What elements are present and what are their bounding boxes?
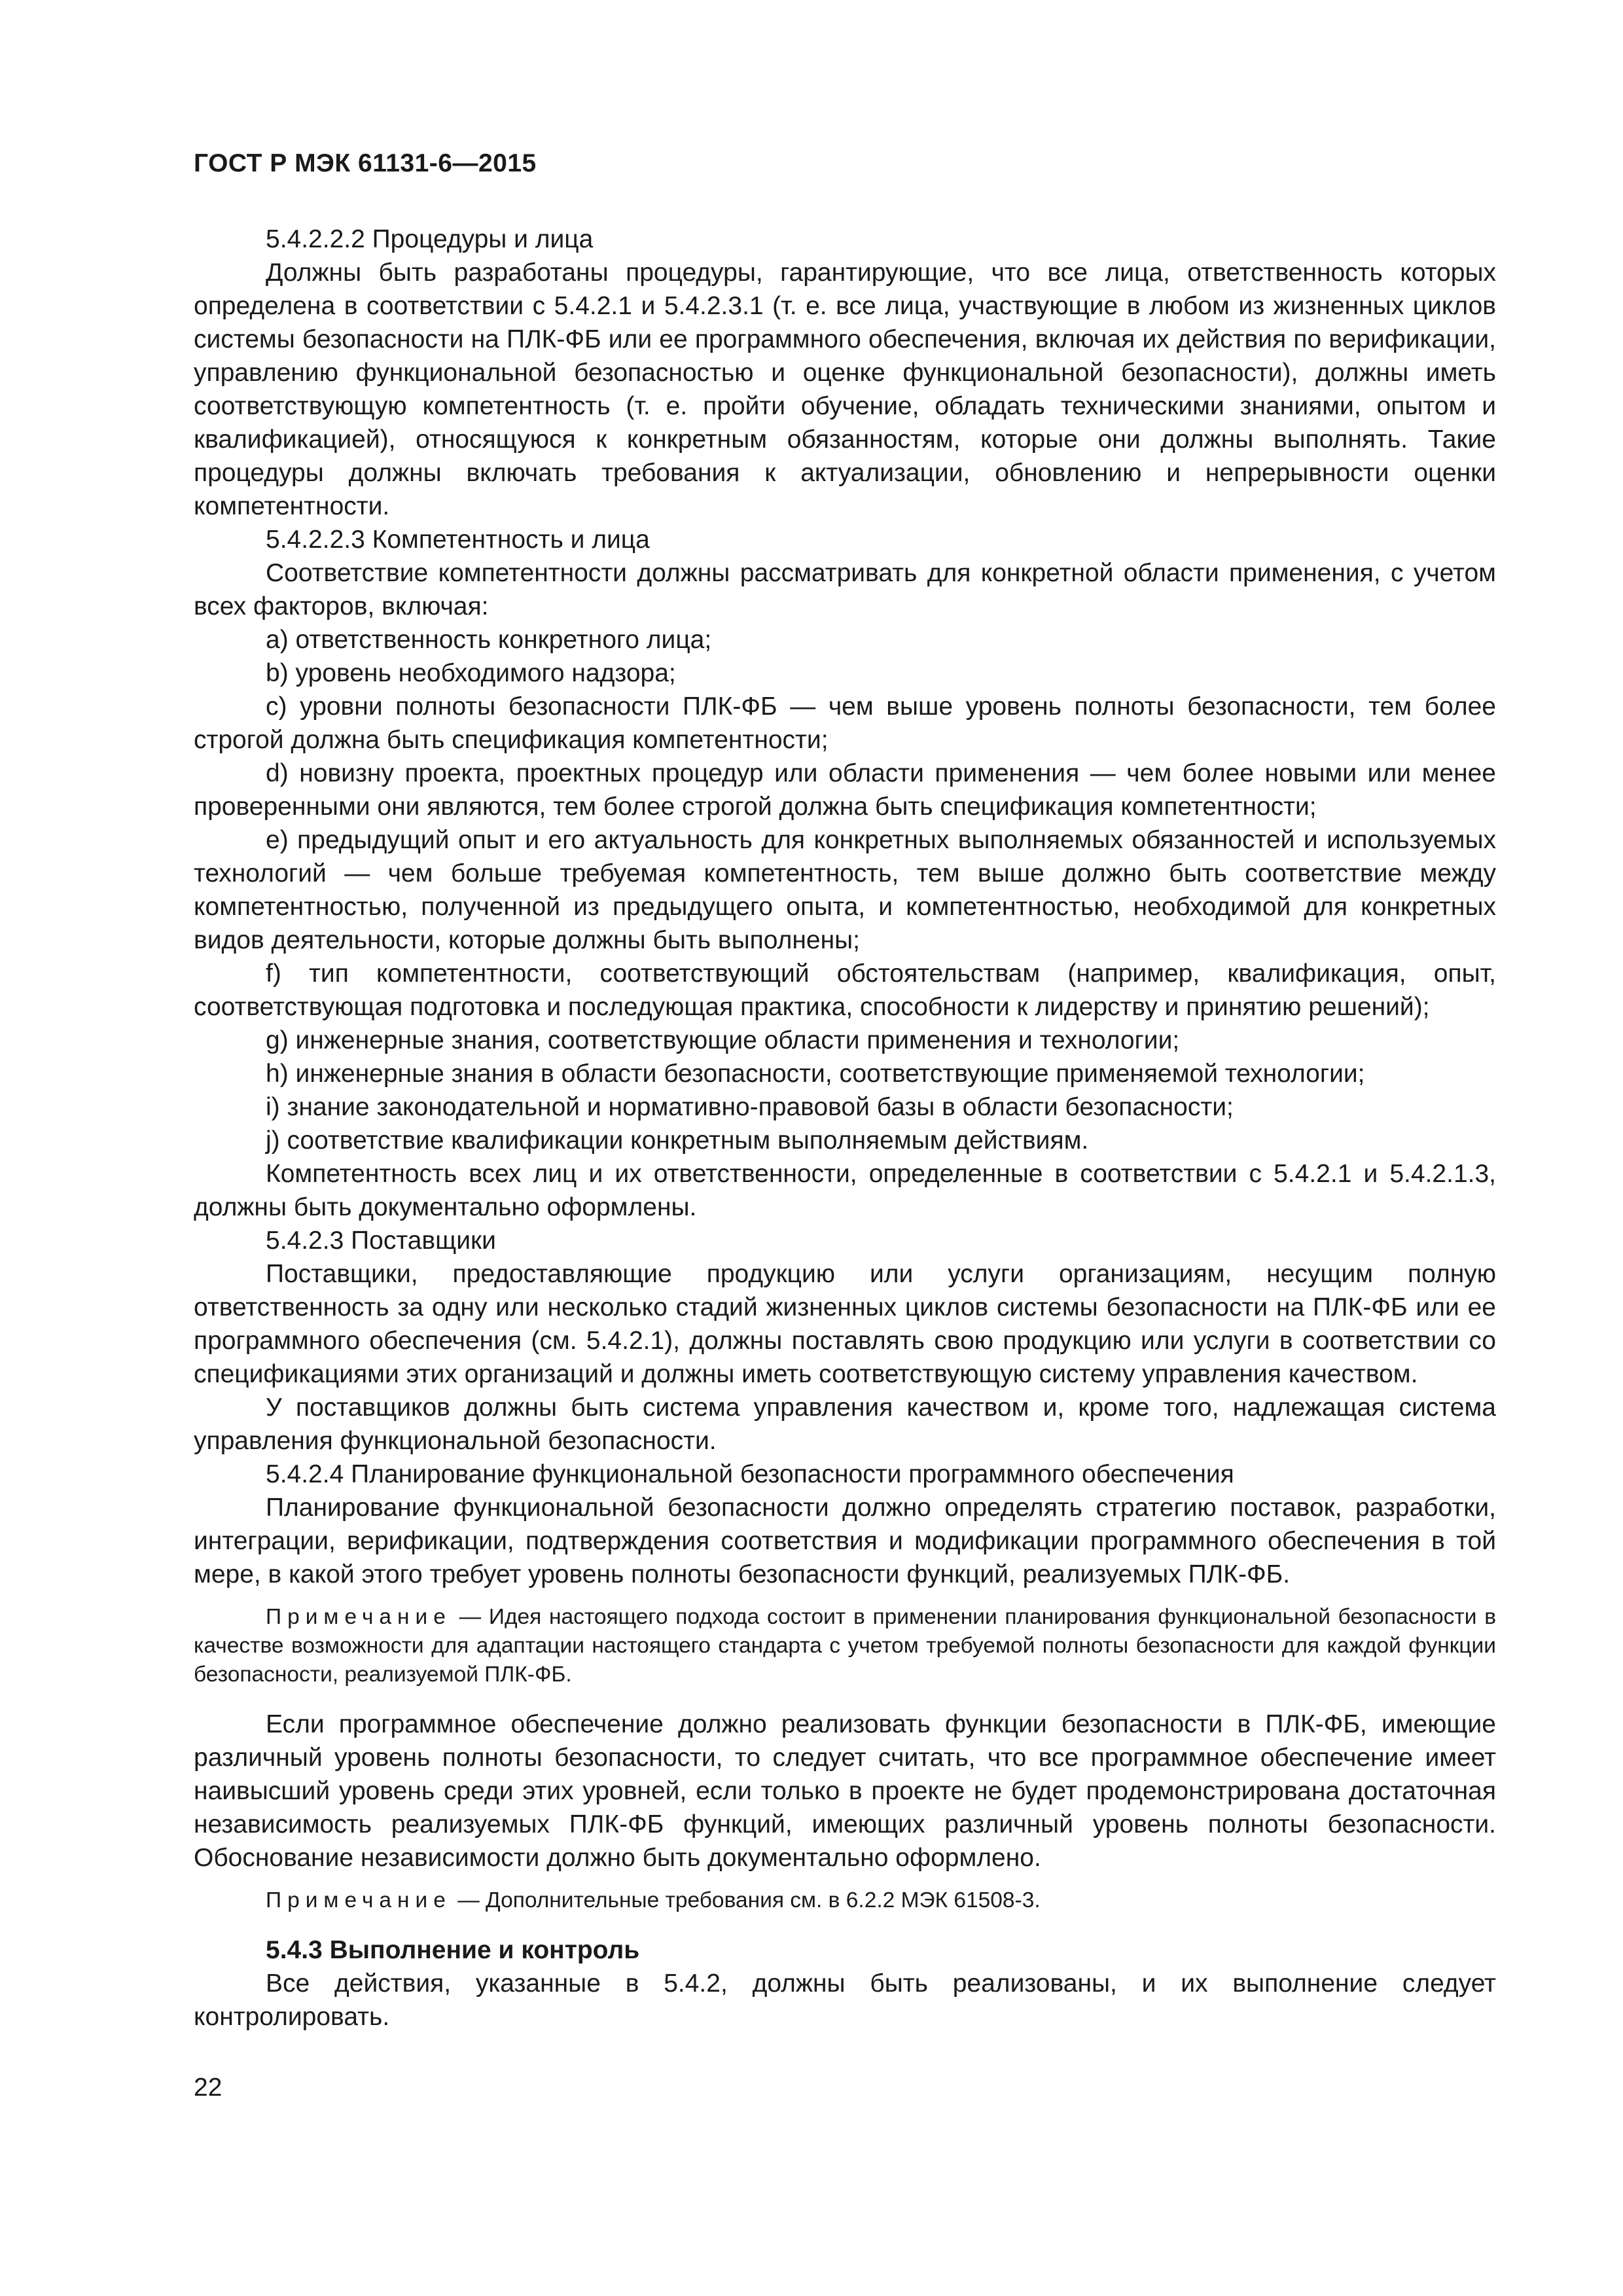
page-number: 22 — [194, 2073, 223, 2102]
paragraph: Соответствие компетентности должны рассматривать для конкретной области применения, с учетом всех факторов, включая: — [194, 559, 1496, 620]
note-label: Примечание — [266, 1888, 452, 1912]
clause-heading: 5.4.2.4 Планирование функциональной безопасности программного обеспечения — [266, 1460, 1234, 1488]
document-body — [194, 223, 1496, 2034]
paragraph: Все действия, указанные в 5.4.2, должны быть реализованы, и их выполнение следует контролировать. — [194, 1969, 1496, 2031]
list-item: j) соответствие квалификации конкретным выполняемым действиям. — [266, 1126, 1089, 1155]
paragraph: Поставщики, предоставляющие продукцию или услуги организациям, несущим полную ответственность за одну или несколько стадий жизненных циклов системы безопасности на ПЛК-ФБ или ее программного обеспечения (см. 5.4.2.1), должны поставлять свою продукцию или услуги в соответствии со спецификациями этих организаций и должны иметь соответствующую систему управления качеством. — [194, 1260, 1496, 1388]
list-item: h) инженерные знания в области безопасности, соответствующие применяемой технологии; — [266, 1060, 1365, 1088]
note-text: — Идея настоящего подхода состоит в применении планирования функциональной безопасности в качестве возможности для адаптации настоящего стандарта с учетом требуемой полноты безопасности для каждой функции безопасности, реализуемой ПЛК-ФБ. — [194, 1605, 1496, 1687]
note-label: Примечание — [266, 1605, 452, 1629]
paragraph: У поставщиков должны быть система управления качеством и, кроме того, надлежащая система управления функциональной безопасности. — [194, 1393, 1496, 1455]
paragraph: Планирование функциональной безопасности должно определять стратегию поставок, разработки, интеграции, верификации, подтверждения соответствия и модификации программного обеспечения в той мере, в какой этого требует уровень полноты безопасности функций, реализуемых ПЛК-ФБ. — [194, 1494, 1496, 1588]
list-item: d) новизну проекта, проектных процедур или области применения — чем более новыми или менее проверенными они являются, тем более строгой должна быть спецификация компетентности; — [194, 759, 1496, 821]
list-item: e) предыдущий опыт и его актуальность для конкретных выполняемых обязанностей и используемых технологий — чем больше требуемая компетентность, тем выше должно быть соответствие между компетентностью, полученной из предыдущего опыта, и компетентностью, необходимой для конкретных видов деятельности, которые должны быть выполнены; — [194, 826, 1496, 954]
list-item: g) инженерные знания, соответствующие области применения и технологии; — [266, 1026, 1180, 1054]
note — [194, 1603, 1496, 1689]
paragraph: Если программное обеспечение должно реализовать функции безопасности в ПЛК-ФБ, имеющие различный уровень полноты безопасности, то следует считать, что все программное обеспечение имеет наивысший уровень среди этих уровней, если только в проекте не будет продемонстрирована достаточная независимость реализуемых ПЛК-ФБ функций, имеющих различный уровень полноты безопасности. Обоснование независимости должно быть документально оформлено. — [194, 1710, 1496, 1872]
clause-heading: 5.4.2.2.3 Компетентность и лица — [266, 526, 650, 554]
section-heading: 5.4.3 Выполнение и контроль — [266, 1936, 640, 1964]
list-item: i) знание законодательной и нормативно-правовой базы в области безопасности; — [266, 1093, 1234, 1121]
note — [194, 1886, 1496, 1915]
list-item: c) уровни полноты безопасности ПЛК-ФБ — чем выше уровень полноты безопасности, тем более строгой должна быть спецификация компетентности; — [194, 692, 1496, 754]
list-item: b) уровень необходимого надзора; — [266, 659, 676, 687]
paragraph: Компетентность всех лиц и их ответственности, определенные в соответствии с 5.4.2.1 и 5.4.2.1.3, должны быть документально оформлены. — [194, 1160, 1496, 1221]
paragraph: Должны быть разработаны процедуры, гарантирующие, что все лица, ответственность которых определена в соответствии с 5.4.2.1 и 5.4.2.3.1 (т. е. все лица, участвующие в любом из жизненных циклов системы безопасности на ПЛК-ФБ или ее программного обеспечения, включая их действия по верификации, управлению функциональной безопасностью и оценке функциональной безопасности), должны иметь соответствующую компетентность (т. е. пройти обучение, обладать техническими знаниями, опытом и квалификацией), относящуюся к конкретным обязанностям, которые они должны выполнять. Такие процедуры должны включать требования к актуализации, обновлению и непрерывности оценки компетентности. — [194, 259, 1496, 520]
list-item: f) тип компетентности, соответствующий обстоятельствам (например, квалификация, опыт, соответствующая подготовка и последующая практика, способности к лидерству и принятию решений); — [194, 960, 1496, 1021]
clause-heading: 5.4.2.3 Поставщики — [266, 1227, 496, 1255]
note-text: — Дополнительные требования см. в 6.2.2 МЭК 61508-3. — [451, 1888, 1041, 1912]
document-header: ГОСТ Р МЭК 61131-6—2015 — [194, 149, 537, 177]
clause-heading: 5.4.2.2.2 Процедуры и лица — [266, 225, 594, 253]
list-item: a) ответственность конкретного лица; — [266, 626, 712, 654]
